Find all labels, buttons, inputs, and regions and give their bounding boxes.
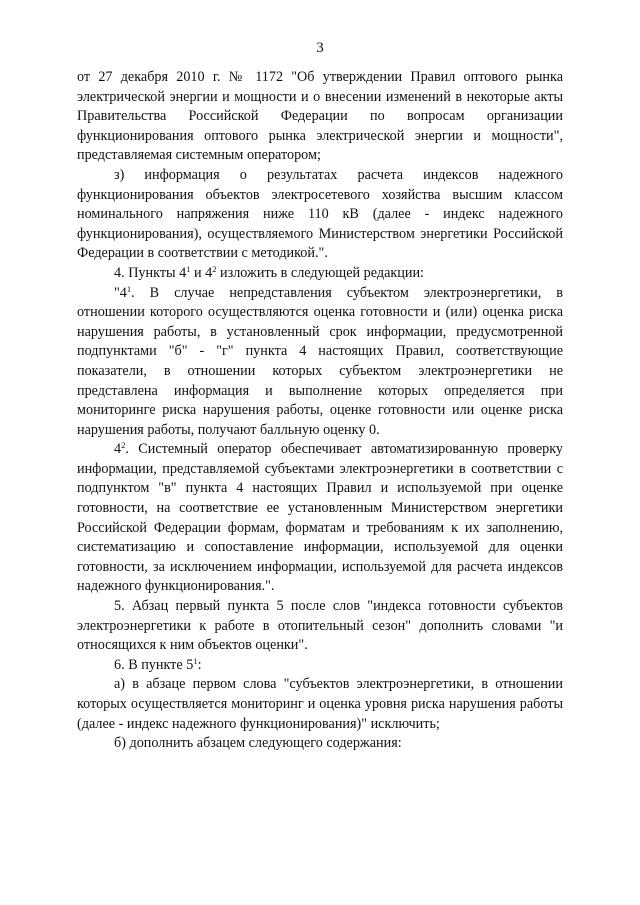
paragraph-7-item-6 [77,656,563,676]
paragraph-4-point-4-1 [77,284,563,441]
paragraph-5-text-a: 4 [114,441,122,458]
paragraph-3-text-b: и 4 [190,264,213,281]
superscript: 1 [193,655,198,666]
paragraph-1: от 27 декабря 2010 г. № 1172 "Об утверждении Правил оптового рынка электрической энергии и мощности и о внесении изменений в некоторые акты Правительства Российской Федерации по вопросам организации функционирования оптового рынка электрической энергии и мощности", представляемая системным оператором; [77,69,563,164]
document-body [77,68,563,754]
paragraph-2-subitem-z: з) информация о результатах расчета индексов надежного функционирования объектов электросетевого хозяйства высшим классом номинального напряжения ниже 110 кВ (далее - индекс надежного функционирования), осуществляемого Министерством энергетики Российской Федерации в соответствии с методикой.". [77,166,563,262]
paragraph-5-text-b: . Системный оператор обеспечивает автоматизированную проверку информации, представляемой субъектами электроэнергетики в соответствии с подпунктом "в" пункта 4 настоящих Правил и используемой при оценке готовности, на соответствие ее установленным Министерством энергетики Российской Федерации формам, форматам и требованиям к их заполнению, систематизацию и сопоставление информации, используемой для оценки готовности, за исключением информации, используемой для расчета индексов надежного функционирования.". [77,441,563,595]
paragraph-3-text-a: 4. Пункты 4 [114,264,187,281]
paragraph-3-item-4 [77,264,563,284]
paragraph-4-text-a: "4 [114,284,127,301]
superscript: 2 [212,263,217,274]
paragraph-7-text-b: : [197,656,202,673]
superscript: 1 [126,283,132,294]
paragraph-4-text-b: . В случае непредставления субъектом электроэнергетики, в отношении которого осуществляются оценка готовности и (или) оценка риска нарушения работы, в установленный срок информации, предусмотренной подпунктами "б" - "г" пункта 4 настоящих Правил, соответствующие показатели, в отношении которых субъектом электроэнергетики не представлена информация и выполнение которых определяется при мониторинге риска нарушения работы, оценке готовности или оценке риска нарушения работы, получают балльную оценку 0. [77,284,563,438]
paragraph-8-subitem-a: а) в абзаце первом слова "субъектов электроэнергетики, в отношении которых осуществляется мониторинг и оценка уровня риска нарушения работы (далее - индекс надежного функционирования)" исключить; [77,676,563,732]
paragraph-3-text-c: изложить в следующей редакции: [216,264,424,281]
page-number: 3 [316,40,324,56]
superscript: 1 [186,263,191,274]
paragraph-9-subitem-b: б) дополнить абзацем следующего содержания: [114,735,402,752]
paragraph-5-point-4-2 [77,440,563,597]
superscript: 2 [121,440,126,451]
paragraph-7-text-a: 6. В пункте 5 [114,656,194,673]
paragraph-6-item-5: 5. Абзац первый пункта 5 после слов "индекса готовности субъектов электроэнергетики к работе в отопительный сезон" дополнить словами "и относящихся к ним объектов оценки". [77,598,563,654]
